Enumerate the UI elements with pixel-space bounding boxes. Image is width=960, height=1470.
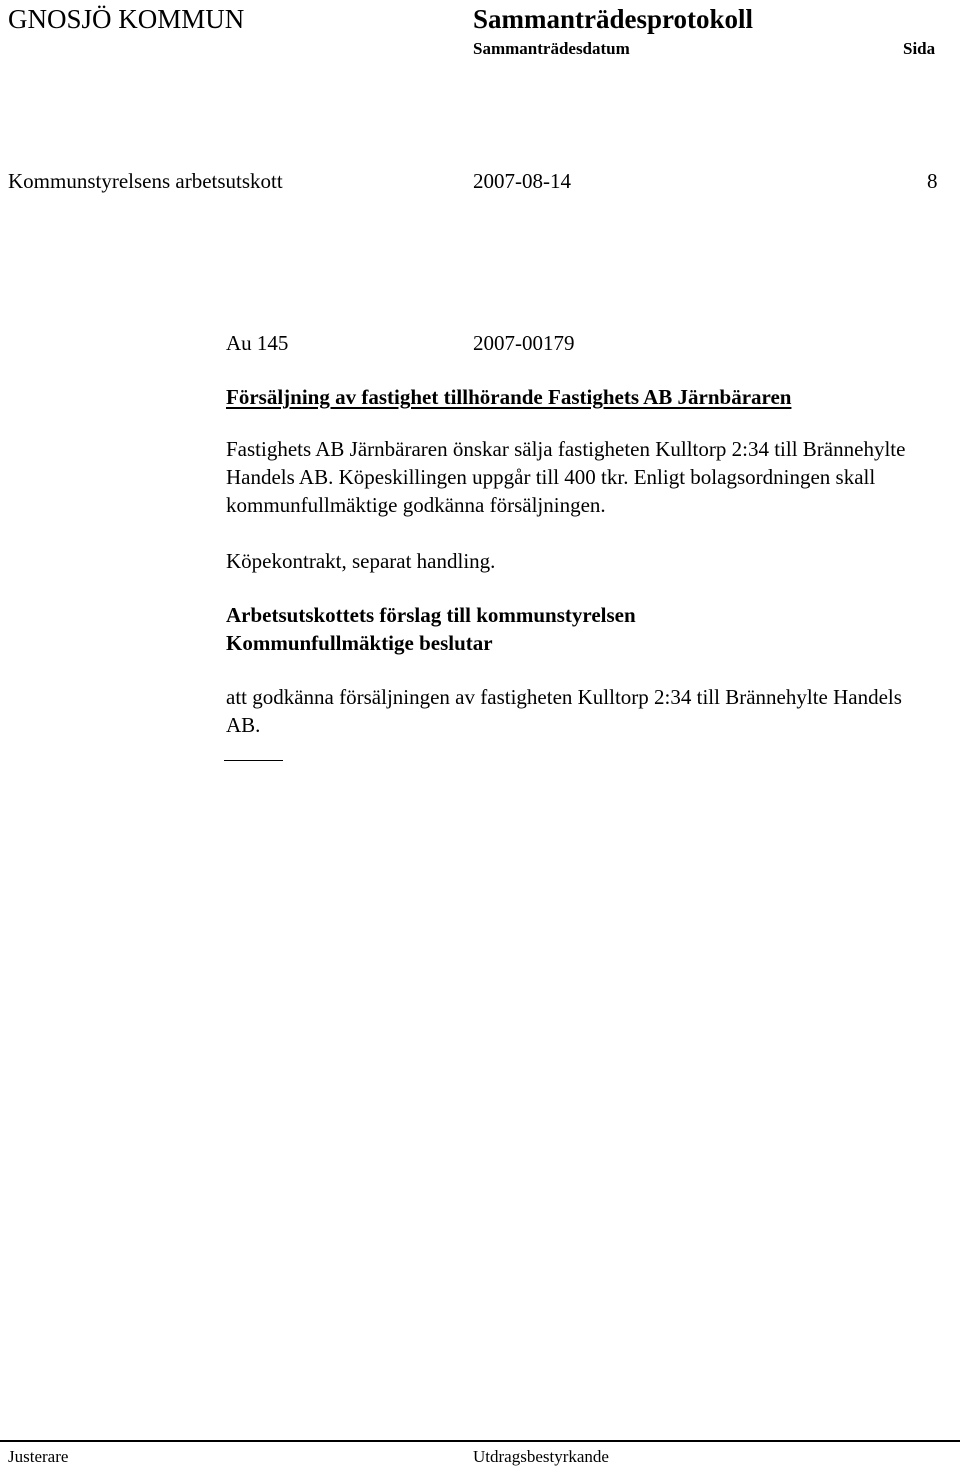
footer-certification-label: Utdragsbestyrkande xyxy=(473,1447,609,1466)
decision-text: att godkänna försäljningen av fastigheten Kulltorp 2:34 till Brännehylte Handels AB. xyxy=(226,685,902,737)
background-paragraph: Fastighets AB Järnbäraren önskar sälja fastigheten Kulltorp 2:34 till Brännehylte Handels AB. Köpeskillingen uppgår till 400 tkr. Enligt bolagsordningen skall kommunfullmäktige godkänna försäljningen. xyxy=(226,437,906,517)
case-number: 2007-00179 xyxy=(473,331,575,355)
meeting-date-label: Sammanträdesdatum xyxy=(473,39,630,58)
page-label: Sida xyxy=(903,39,936,58)
committee-name: Kommunstyrelsens arbetsutskott xyxy=(8,169,283,193)
footer-adjuster-label: Justerare xyxy=(8,1447,69,1466)
section-end-rule xyxy=(224,760,283,761)
meeting-date: 2007-08-14 xyxy=(473,169,571,193)
municipality-name: GNOSJÖ KOMMUN xyxy=(8,4,245,34)
proposal-heading: Arbetsutskottets förslag till kommunstyrelsen xyxy=(226,603,636,627)
section-number: Au 145 xyxy=(226,331,289,355)
page-number: 8 xyxy=(927,169,938,193)
attachment-note: Köpekontrakt, separat handling. xyxy=(226,549,496,573)
section-title: Försäljning av fastighet tillhörande Fastighets AB Järnbäraren xyxy=(226,385,792,409)
document-type: Sammanträdesprotokoll xyxy=(473,4,754,34)
decision-heading: Kommunfullmäktige beslutar xyxy=(226,631,493,655)
footer-divider xyxy=(0,1440,960,1442)
